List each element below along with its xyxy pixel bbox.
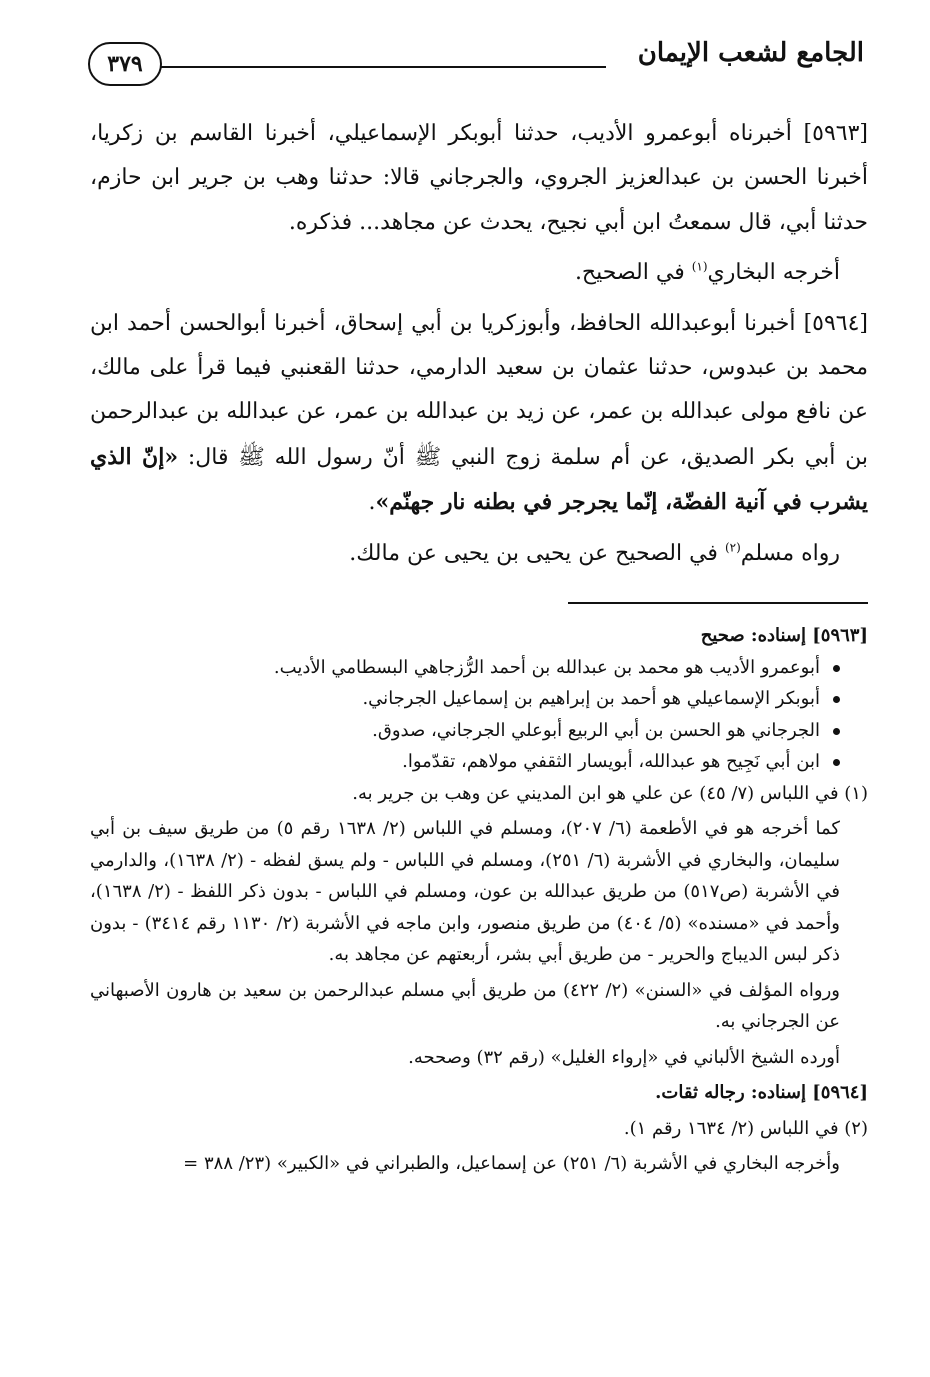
header-rule [160,66,606,68]
page-header [88,30,864,100]
takhrij-5963 [90,251,868,295]
hadith-text: أخبرناه أبوعمرو الأديب، حدثنا أبوبكر الإسماعيلي، أخبرنا القاسم بن زكريا، أخبرنا الحسن بن عبدالعزيز الجروي، والجرجاني قالا: حدثنا وهب بن جرير ابن حازم، حدثنا أبي، قال سمعتُ ابن أبي نجيح، يحدث عن مجاهد... فذكره. [90,121,868,235]
list-item: الجرجاني هو الحسن بن أبي الربيع أبوعلي الجرجاني، صدوق. [90,715,840,747]
takhrij-5964 [90,532,868,576]
bullet-icon [833,759,840,766]
hadith-end: . [368,490,376,516]
footnote-1-paragraph: كما أخرجه هو في الأطعمة (٦/ ٢٠٧)، ومسلم في اللباس (٢/ ١٦٣٨ رقم ٥) من طريق سيف بن أبي سليمان، والبخاري في الأشربة (٦/ ٢٥١)، ومسلم في اللباس - ولم يسق لفظه - (٢/ ١٦٣٨)، والدارمي في الأشربة (ص٥١٧) من طريق عبدالله بن عون، ومسلم في اللباس - بدون ذكر اللفظ - (٢/ ١٦٣٨)، وأحمد في «مسنده» (٥/ ٤٠٤) من طريق منصور، وابن ماجه في الأشربة (٢/ ١١٣٠ رقم ٣٤١٤) - بدون ذكر لبس الديباج والحرير - من طريق أبي بشر، أربعتهم عن مجاهد به. [90,818,840,965]
bullet-icon [833,728,840,735]
footnote-1-paragraph: ورواه المؤلف في «السنن» (٢/ ٤٢٢) من طريق أبي مسلم عبدالرحمن بن سعيد بن هارون الأصبهاني عن الجرجاني به. [90,979,840,1032]
hadith-matn: «إنّ الذي يشرب في آنية الفضّة، إنّما يجرجر في بطنه نار جهنّم» [90,443,868,516]
note-label-5963: [٥٩٦٣] إسناده: صحيح [700,625,868,646]
page-number: ٣٧٩ [88,42,162,86]
list-item: أبوعمرو الأديب هو محمد بن عبدالله بن أحمد الرُّزجاهي البسطامي الأديب. [90,652,840,684]
footnotes [90,620,868,1180]
footnote-separator [568,602,868,604]
hadith-5964 [90,302,868,526]
hadith-5963 [90,112,868,245]
footnote-2: (٢) في اللباس (٢/ ١٦٣٤ رقم ١). [623,1117,868,1139]
book-title: الجامع لشعب الإيمان [637,38,864,68]
main-text [90,112,868,576]
list-item: أبوبكر الإسماعيلي هو أحمد بن إبراهيم بن إسماعيل الجرجاني. [90,683,840,715]
footnote-ref-1[interactable]: (١) [691,259,708,274]
bullet-icon [833,696,840,703]
takhrij-text: رواه مسلم [740,540,840,566]
takhrij-text: في الصحيح عن يحيى بن يحيى عن مالك. [349,540,718,566]
takhrij-text: في الصحيح. [574,260,685,286]
hadith-text: أخبرنا أبوعبدالله الحافظ، وأبوزكريا بن أبي إسحاق، أخبرنا أبوالحسن أحمد ابن محمد بن عبدوس، حدثنا عثمان بن سعيد الدارمي، حدثنا القعنبي فيما قرأ على مالك، عن نافع مولى عبدالله بن عمر، عن زيد بن عبدالله بن عمر، عن عبدالله بن عبدالرحمن بن أبي بكر الصديق، عن أم سلمة زوج النبي ﷺ أنّ رسول الله ﷺ قال: [90,310,869,470]
hadith-number: [٥٩٦٤] [803,310,869,336]
list-item: ابن أبي نَجِيح هو عبدالله، أبويسار الثقفي مولاهم، تقدّموا. [90,746,840,778]
narrator-list [90,652,868,778]
bullet-icon [833,665,840,672]
note-label-5964: [٥٩٦٤] إسناده: رجاله ثقات. [655,1082,868,1103]
takhrij-text: أخرجه البخاري [707,260,840,286]
footnote-1-paragraph: أورده الشيخ الألباني في «إرواء الغليل» (رقم ٣٢) وصححه. [408,1046,840,1068]
footnote-2-paragraph: وأخرجه البخاري في الأشربة (٦/ ٢٥١) عن إسماعيل، والطبراني في «الكبير» (٢٣/ ٣٨٨ = [183,1153,840,1174]
hadith-number: [٥٩٦٣] [803,121,868,146]
footnote-ref-2[interactable]: (٢) [724,540,741,555]
footnote-1: (١) في اللباس (٧/ ٤٥) عن علي هو ابن المديني عن وهب بن جرير به. [352,782,868,804]
